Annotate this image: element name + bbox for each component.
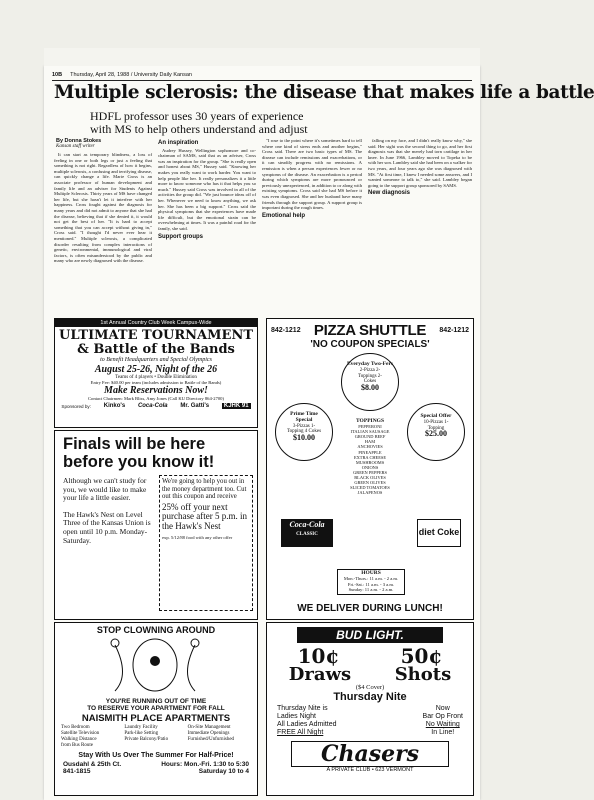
topping-item: PEPPERONI: [358, 424, 382, 430]
naismith-hours-2: Saturday 10 to 4: [198, 768, 249, 775]
pizza-hours-1: Mon.-Thurs.: 11 a.m. - 2 a.m.: [343, 576, 399, 582]
naismith-summer: Stay With Us Over The Summer For Half-Price!: [78, 752, 234, 759]
finals-ad: [54, 430, 258, 620]
article-column-4: [368, 138, 472, 314]
tournament-ad: [54, 318, 258, 428]
article-text-col2: Audrey Hussey, Wellington sophomore and co-chairman of SAMS, said that as an adviser, Cross was an inspiration for the group. "She is really open and honest about MS," Hussey said. "Knowing her makes you really want to work harder. You want to help people like her. It really personalizes it a little more to know someone who has it that helps you so much." Hussey said Cross was involved in all of the activities the group did. "We just bounce ideas off of her. Whenever we need to know anything, we ask her. She has been a big support." Cross said the physical symptoms that she experiences have made life difficult, but the emotional strain can be overwhelming at times. It was a painful road for the family, she said.: [158, 147, 256, 231]
ladies-3: All Ladies Admitted: [277, 721, 337, 728]
finals-left-text: [63, 477, 155, 545]
coke-wordmark: Coca-Cola: [289, 520, 325, 529]
article-byline: By Donna Stokes: [56, 138, 102, 144]
feature-item: On-Site Management: [187, 725, 231, 730]
feature-item: Park-like Setting: [124, 731, 159, 736]
finals-coupon-offer: 25% off your next purchase after 5 p.m. in the Hawk's Nest: [162, 501, 247, 531]
primetime-price: $10.00: [293, 433, 315, 443]
front-bar-info: [423, 705, 463, 737]
front-bar-3: No Waiting: [425, 721, 460, 728]
pizza-phone-left: 842-1212: [271, 327, 301, 334]
toppings-title: TOPPINGS: [355, 418, 384, 424]
ladies-4: FREE All Night: [277, 729, 324, 736]
special-items: 10-Pizzas 1-Topping: [423, 419, 449, 431]
pizza-hours-2: Fri.-Sat.: 11 a.m. - 3 a.m.: [347, 581, 395, 587]
subhead-support-groups: Support groups: [158, 233, 203, 240]
article-column-2: [158, 138, 256, 314]
coupon-prime-time: [275, 403, 333, 461]
finals-title: Finals will be here: [63, 435, 206, 453]
drink-names: [267, 666, 473, 684]
naismith-features: [55, 725, 257, 749]
page-top-margin: [44, 48, 480, 66]
article-headline: Multiple sclerosis: the disease that makes life a battle: [54, 82, 594, 103]
ladies-night-info: [277, 705, 337, 737]
folio-rule: [52, 80, 472, 81]
twofers-label: Everyday Two-Fers: [346, 361, 394, 367]
thursday-nite: Thursday Nite: [333, 691, 407, 703]
chasers-logo: Chasers: [291, 741, 449, 767]
draws-label: Draws: [288, 664, 352, 685]
subhead-emotional-help: Emotional help: [262, 212, 306, 219]
drink-prices: [267, 646, 473, 666]
topping-item: BLACK OLIVES: [354, 475, 386, 481]
pizza-phone-right: 842-1212: [439, 327, 469, 334]
ladies-2: Ladies Night: [277, 713, 316, 720]
feature-item: Immediate Openings: [187, 731, 230, 736]
front-bar-4: In Line!: [431, 729, 455, 736]
coupon-twofers: [341, 353, 399, 411]
bud-light-ad: [266, 622, 474, 796]
finals-coupon-expiry: exp. 5/12/88 food with any other offer: [162, 534, 233, 540]
newspaper-page: [44, 66, 594, 800]
folio-line: [52, 72, 472, 78]
page-number: 10B: [52, 72, 63, 78]
tournament-sponsors: [55, 403, 257, 409]
article-text-col1: It can start as temporary blindness, a loss of feeling in one or both legs or just a feeling that something is not right. Regardless of how it begins, multiple sclerosis, a confusing and terrifying disease, can quickly change a life. Marie Cross is an associate professor of human development and family life and an adviser for Students Against Multiple Sclerosis. Thirty years of MS have changed her life, but she hasn't let it interfere with her happiness. Cross fought against the diagnosis for many years and did not admit to anyone that she had the disease, believing that if she denied it, it would not get the best of her. "It is hard to accept something that you can accept without giving in," Cross said. "I thought I'd never ever hear it mentioned." Multiple sclerosis, a complicated disorder resulting from complex interactions of genetic, environmental, immunological and viral factors, is often misunderstood by the public and many who are newly diagnosed with the disease.: [54, 152, 152, 264]
shots-label: Shots: [394, 664, 452, 685]
feature-item: Furnished/Unfurnished: [187, 737, 235, 742]
naismith-hours-1: Hours: Mon.-Fri. 1:30 to 5:30: [161, 761, 249, 768]
cover-charge: ($4 Cover): [355, 684, 385, 691]
shots-price: 50¢: [400, 644, 443, 668]
naismith-name: NAISMITH PLACE APARTMENTS: [81, 713, 231, 724]
pizza-subtitle: 'NO COUPON SPECIALS': [310, 339, 430, 350]
tournament-cta: Make Reservations Now!: [104, 385, 208, 396]
front-bar-1: Now: [435, 705, 450, 712]
sponsor-kinkos-logo: Kinko's: [103, 403, 126, 409]
special-price: $25.00: [425, 429, 447, 439]
topping-item: SLICED TOMATOES: [350, 485, 390, 491]
promo-details: [267, 703, 473, 739]
primetime-label: Prime Time Special: [290, 411, 318, 423]
ladies-1: Thursday Nite is: [277, 705, 328, 712]
sponsor-coke-logo: Coca-Cola: [137, 403, 168, 409]
feature-item: Walking Distance: [61, 737, 97, 742]
tournament-title: ULTIMATE TOURNAMENT: [58, 328, 253, 343]
twofers-price: $8.00: [361, 383, 379, 393]
article-column-3: [262, 138, 362, 314]
topping-item: GREEN PEPPERS: [353, 469, 387, 475]
article-deck-line2: with MS to help others understand and adjust: [90, 122, 308, 136]
sponsor-gattis-logo: Mr. Gatti's: [180, 403, 210, 409]
feature-item: Laundry Facility: [124, 725, 158, 730]
draws-price: 10¢: [297, 644, 340, 668]
article-text-col4: falling on my face, and I didn't really know why," she said. Her sight was the second thing to go, and her first diagnosis was that she merely had torn cartilage in her knee. In June 1966, Lambley moved to Topeka to be with her son. Lambley said she had been on a walker for two years, and four years ago she was diagnosed with MS. "At first time, I knew I needed some answers, and I wanted someone to talk to," she said. Lambley began going to the support group sponsored by SAMS.: [368, 138, 472, 188]
topping-item: GREEN OLIVES: [354, 480, 386, 486]
finals-title-2: before you know it!: [63, 453, 215, 471]
finals-coupon-intro: We're going to help you out in the money department too. Cut out this coupon and receive: [162, 478, 247, 501]
feature-item: Two Bedroom: [61, 725, 90, 730]
special-label: Special Offer: [420, 413, 452, 419]
feature-item: Private Balcony/Patio: [124, 737, 169, 742]
coupon-special-offer: [407, 403, 465, 461]
article-text-col3: "I rose to the point where it's sometimes hard to tell where one kind of stress ends and another begins," Cross said. There are two basic types of MS. The disease can include remissions and exacerbations, or it can steadily progress with no remissions. A remission is when a person experiences fewer or no symptoms of the disease. An exacerbation is a period during which symptoms are more pronounced or previously unexperienced, in addition to or along with existing symptoms. Cross said she had MS before it was even diagnosed. She and her husband have many friends through the support group. A support group is important during the rough times.: [262, 138, 362, 211]
naismith-banner: STOP CLOWNING AROUND: [96, 625, 216, 635]
naismith-contact: [63, 761, 121, 775]
topping-item: PINEAPPLE: [358, 449, 382, 455]
tournament-title-2: & Battle of the Bands: [77, 342, 235, 357]
primetime-items: 3-Pizzas 1-Topping 4 Cokes: [286, 423, 322, 435]
bud-light-logo: BUD LIGHT.: [297, 627, 443, 643]
naismith-phone: 841-1815: [63, 768, 91, 775]
feature-item: from Bus Route: [61, 743, 93, 748]
topping-item: JALAPENOS: [357, 490, 383, 496]
diet-coke-logo: diet Coke: [417, 519, 461, 547]
pizza-shuttle-ad: [266, 318, 474, 620]
topping-item: ONIONS: [361, 464, 379, 470]
naismith-ad: [54, 622, 258, 796]
tournament-detail-1: Teams of 4 players • Double Elimination: [115, 375, 197, 380]
topping-item: EXTRA CHEESE: [353, 454, 387, 460]
finals-coupon[interactable]: [159, 475, 253, 611]
folio-date: Thursday, April 28, 1988 / University Daily Kansan: [70, 72, 192, 78]
pizza-deliver: WE DELIVER DURING LUNCH!: [297, 603, 443, 614]
tournament-contacts: Contact Chairmen: Mark Bliss, Amy Jones (Call KU Directory 864-2700): [87, 396, 224, 401]
sponsors-label: Sponsored by:: [61, 403, 91, 409]
twofers-items: 2-Pizza 2-Toppings 2-Cokes: [358, 367, 382, 385]
topping-item: GROUND BEEF: [354, 434, 386, 440]
clown-illustration: [55, 635, 255, 693]
naismith-hours: [161, 761, 249, 775]
finals-left-1: Although we can't study for you, we would like to make your life a little easier.: [63, 476, 147, 503]
pizza-hours-3: Sunday: 11 a.m. - 2 a.m.: [348, 587, 394, 593]
pizza-header: [267, 319, 473, 339]
tournament-header: 1st Annual Country Club Week Campus-Wide: [55, 319, 257, 327]
topping-item: HAM: [364, 439, 376, 445]
topping-item: ANCHOVIES: [357, 444, 383, 450]
naismith-footer: [55, 759, 257, 775]
feature-item: Satellite Television: [61, 731, 100, 736]
article-byline-title: Kansan staff writer: [56, 144, 95, 149]
subhead-inspiration: An inspiration: [158, 140, 199, 146]
article-deck-line1: HDFL professor uses 30 years of experience: [90, 109, 304, 123]
naismith-line-2: TO RESERVE YOUR APARTMENT FOR FALL: [87, 705, 225, 712]
finals-left-2: The Hawk's Nest on Level Three of the Kansas Union is open until 10 p.m. Monday-Saturday.: [63, 509, 151, 545]
pizza-hours-title: HOURS: [361, 570, 381, 576]
naismith-address: Ousdahl & 25th Ct.: [63, 761, 122, 768]
sponsor-kjhk-logo: KJHK 91: [223, 403, 249, 409]
coke-classic: CLASSIC: [296, 532, 318, 537]
chasers-address: A PRIVATE CLUB • 623 VERMONT: [326, 767, 414, 773]
toppings-list: [345, 419, 395, 495]
topping-item: MUSHROOMS: [355, 459, 385, 465]
coca-cola-logo: [281, 519, 333, 547]
pizza-hours: [337, 569, 405, 595]
topping-item: ITALIAN SAUSAGE: [350, 429, 390, 435]
tournament-benefit: to Benefit Headquarters and Special Olympics: [100, 357, 212, 363]
naismith-line-1: YOU'RE RUNNING OUT OF TIME: [105, 698, 207, 705]
tournament-detail-2: Entry Fee: $40.00 per team (includes admission to Battle of the Bands): [90, 380, 222, 385]
pizza-name: PIZZA SHUTTLE: [313, 322, 427, 339]
article-column-1: [54, 152, 152, 314]
tournament-dates: August 25-26, Night of the 26: [94, 364, 218, 375]
front-bar-2: Bar Op Front: [422, 713, 463, 720]
subhead-new-diagnosis: New diagnosis: [368, 190, 411, 197]
